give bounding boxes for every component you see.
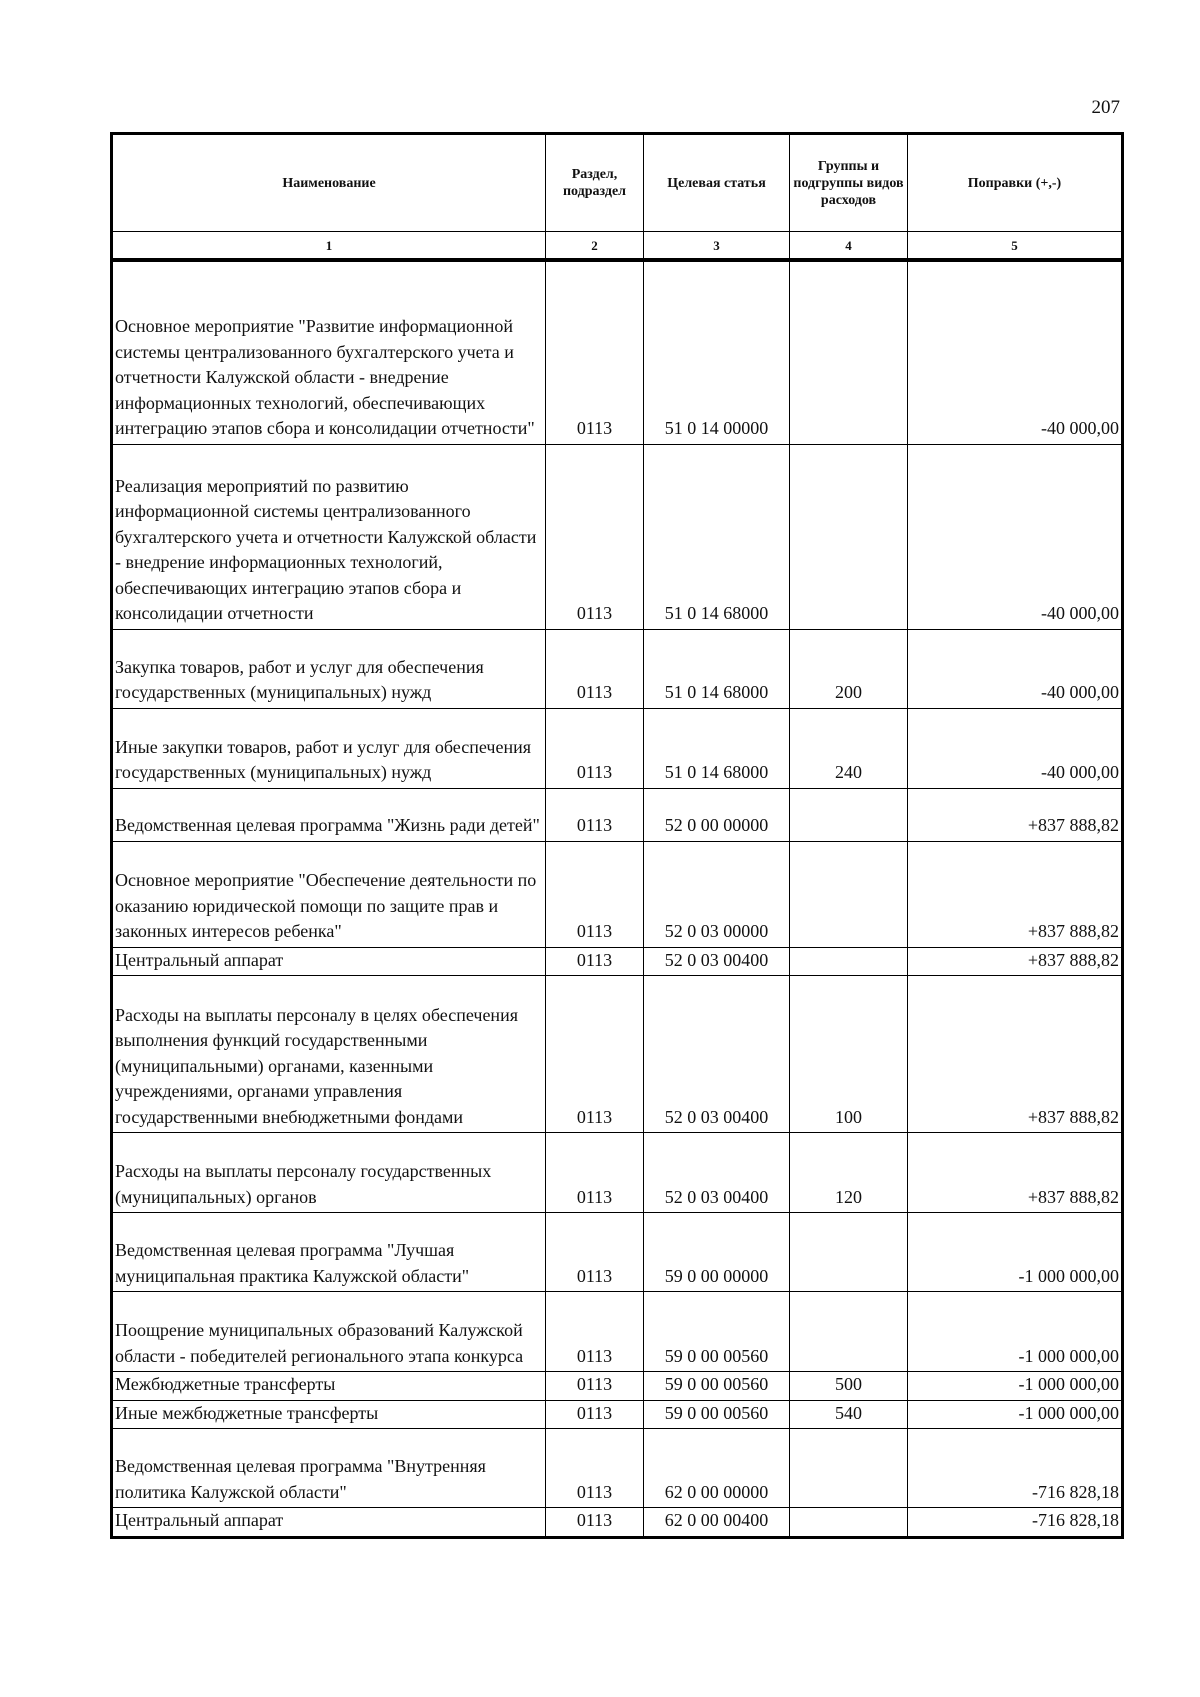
row-name: Ведомственная целевая программа "Лучшая муниципальная практика Калужской области" <box>112 1213 546 1292</box>
table-row <box>112 788 1123 841</box>
row-name: Основное мероприятие "Обеспечение деятельности по оказанию юридической помощи по защите прав и законных интересов ребенка" <box>112 841 546 947</box>
row-group <box>790 1508 908 1538</box>
row-amount: +837 888,82 <box>908 788 1123 841</box>
row-article: 52 0 00 00000 <box>644 788 790 841</box>
row-article: 51 0 14 68000 <box>644 629 790 708</box>
row-section: 0113 <box>546 841 644 947</box>
row-article: 51 0 14 00000 <box>644 260 790 444</box>
table-row <box>112 1372 1123 1401</box>
column-number: 5 <box>908 232 1123 261</box>
row-section: 0113 <box>546 1372 644 1401</box>
row-section: 0113 <box>546 788 644 841</box>
header-amendment: Поправки (+,-) <box>908 134 1123 232</box>
row-name: Поощрение муниципальных образований Калужской области - победителей регионального этапа конкурса <box>112 1292 546 1372</box>
row-amount: -1 000 000,00 <box>908 1213 1123 1292</box>
row-name: Расходы на выплаты персоналу государственных (муниципальных) органов <box>112 1133 546 1213</box>
table-row <box>112 1508 1123 1538</box>
row-name: Реализация мероприятий по развитию информационной системы централизованного бухгалтерского учета и отчетности Калужской области - внедрение информационных технологий, обеспечивающих интеграцию этапов сбора и консолидации отчетности <box>112 444 546 629</box>
row-name: Иные закупки товаров, работ и услуг для обеспечения государственных (муниципальных) нужд <box>112 708 546 788</box>
row-group: 120 <box>790 1133 908 1213</box>
row-amount: -1 000 000,00 <box>908 1372 1123 1401</box>
column-number: 3 <box>644 232 790 261</box>
row-group: 100 <box>790 976 908 1133</box>
row-group: 540 <box>790 1400 908 1429</box>
row-amount: +837 888,82 <box>908 841 1123 947</box>
row-group <box>790 947 908 976</box>
table-row <box>112 841 1123 947</box>
row-article: 51 0 14 68000 <box>644 708 790 788</box>
row-name: Основное мероприятие "Развитие информационной системы централизованного бухгалтерского учета и отчетности Калужской области - внедрение информационных технологий, обеспечивающих интеграцию этапов сбора и консолидации отчетности" <box>112 260 546 444</box>
table-row <box>112 1429 1123 1508</box>
header-row <box>112 134 1123 232</box>
column-number: 1 <box>112 232 546 261</box>
row-group: 200 <box>790 629 908 708</box>
row-group <box>790 1213 908 1292</box>
column-number: 2 <box>546 232 644 261</box>
row-section: 0113 <box>546 976 644 1133</box>
table-row <box>112 1400 1123 1429</box>
table-row <box>112 444 1123 629</box>
header-group: Группы и подгруппы видов расходов <box>790 134 908 232</box>
table-row <box>112 947 1123 976</box>
row-article: 52 0 03 00400 <box>644 1133 790 1213</box>
header-article: Целевая статья <box>644 134 790 232</box>
row-name: Иные межбюджетные трансферты <box>112 1400 546 1429</box>
page-number: 207 <box>1091 97 1120 118</box>
row-name: Закупка товаров, работ и услуг для обеспечения государственных (муниципальных) нужд <box>112 629 546 708</box>
row-group <box>790 260 908 444</box>
row-name: Ведомственная целевая программа "Жизнь ради детей" <box>112 788 546 841</box>
row-section: 0113 <box>546 1213 644 1292</box>
row-amount: -1 000 000,00 <box>908 1400 1123 1429</box>
row-section: 0113 <box>546 947 644 976</box>
row-section: 0113 <box>546 1400 644 1429</box>
row-name: Расходы на выплаты персоналу в целях обеспечения выполнения функций государственными (муниципальными) органами, казенными учреждениями, органами управления государственными внебюджетными фондами <box>112 976 546 1133</box>
row-article: 62 0 00 00000 <box>644 1429 790 1508</box>
column-number-row <box>112 232 1123 261</box>
table-row <box>112 976 1123 1133</box>
row-name: Центральный аппарат <box>112 947 546 976</box>
row-article: 52 0 03 00400 <box>644 947 790 976</box>
row-name: Ведомственная целевая программа "Внутренняя политика Калужской области" <box>112 1429 546 1508</box>
row-section: 0113 <box>546 1508 644 1538</box>
row-section: 0113 <box>546 444 644 629</box>
row-section: 0113 <box>546 1429 644 1508</box>
row-amount: -716 828,18 <box>908 1508 1123 1538</box>
row-amount: -40 000,00 <box>908 629 1123 708</box>
header-section: Раздел, подраздел <box>546 134 644 232</box>
row-name: Межбюджетные трансферты <box>112 1372 546 1401</box>
row-article: 62 0 00 00400 <box>644 1508 790 1538</box>
row-group <box>790 841 908 947</box>
row-amount: +837 888,82 <box>908 947 1123 976</box>
row-group <box>790 788 908 841</box>
row-name: Центральный аппарат <box>112 1508 546 1538</box>
table-row <box>112 1292 1123 1372</box>
row-group: 500 <box>790 1372 908 1401</box>
row-article: 59 0 00 00560 <box>644 1292 790 1372</box>
row-article: 59 0 00 00560 <box>644 1372 790 1401</box>
row-section: 0113 <box>546 629 644 708</box>
row-amount: +837 888,82 <box>908 976 1123 1133</box>
row-amount: -1 000 000,00 <box>908 1292 1123 1372</box>
table-row <box>112 260 1123 444</box>
table-row <box>112 708 1123 788</box>
row-group <box>790 444 908 629</box>
row-group: 240 <box>790 708 908 788</box>
row-section: 0113 <box>546 708 644 788</box>
table-row <box>112 1133 1123 1213</box>
row-article: 59 0 00 00000 <box>644 1213 790 1292</box>
row-section: 0113 <box>546 260 644 444</box>
row-article: 59 0 00 00560 <box>644 1400 790 1429</box>
row-group <box>790 1292 908 1372</box>
row-amount: -716 828,18 <box>908 1429 1123 1508</box>
row-article: 52 0 03 00000 <box>644 841 790 947</box>
row-section: 0113 <box>546 1292 644 1372</box>
row-article: 51 0 14 68000 <box>644 444 790 629</box>
header-name: Наименование <box>112 134 546 232</box>
budget-amendments-table <box>110 132 1124 1539</box>
row-amount: -40 000,00 <box>908 444 1123 629</box>
table-row <box>112 1213 1123 1292</box>
row-amount: -40 000,00 <box>908 260 1123 444</box>
row-group <box>790 1429 908 1508</box>
row-section: 0113 <box>546 1133 644 1213</box>
table-row <box>112 629 1123 708</box>
row-article: 52 0 03 00400 <box>644 976 790 1133</box>
row-amount: -40 000,00 <box>908 708 1123 788</box>
column-number: 4 <box>790 232 908 261</box>
row-amount: +837 888,82 <box>908 1133 1123 1213</box>
